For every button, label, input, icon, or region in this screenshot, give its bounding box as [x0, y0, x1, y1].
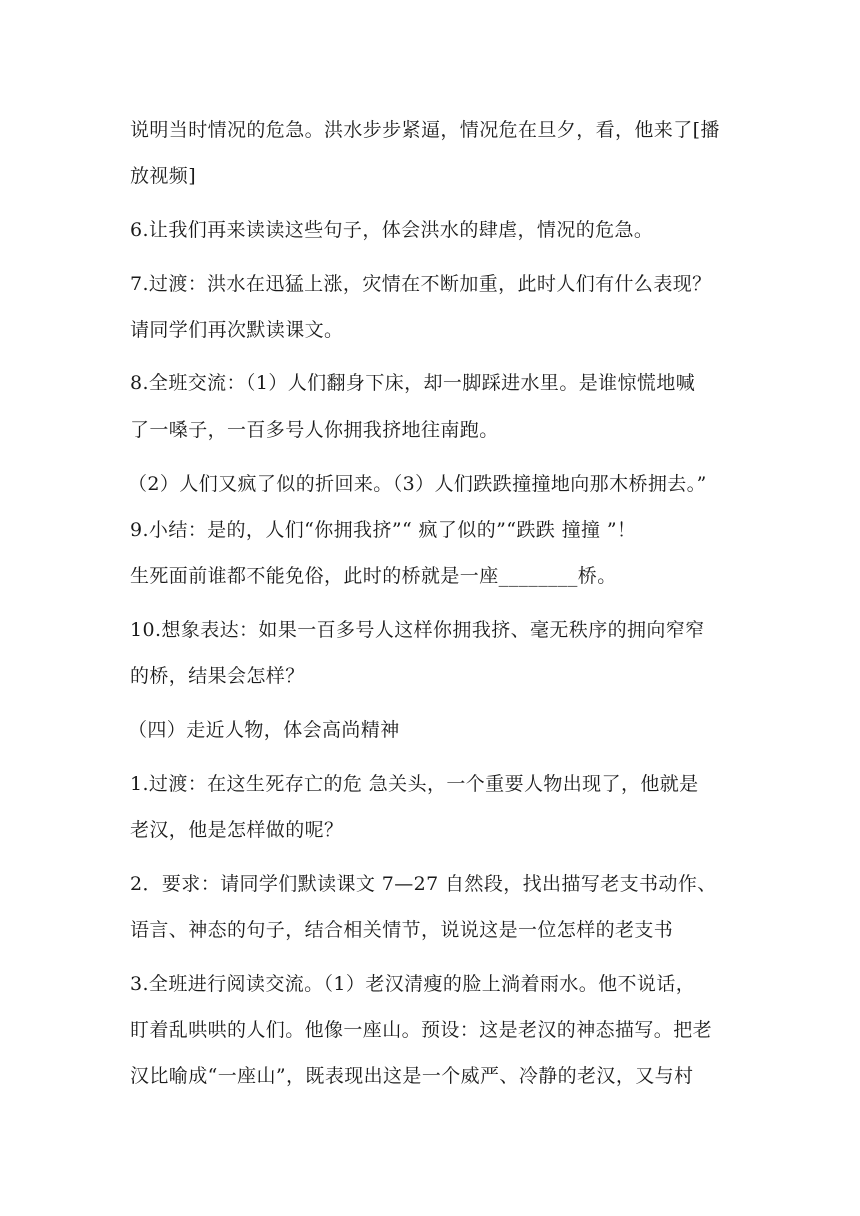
text-line: 8.全班交流：（1）人们翻身下床，却一脚踩进水里。是谁惊慌地喊 — [130, 372, 696, 394]
text-line: 放视频] — [130, 165, 197, 187]
text-line: 了一嗓子，一百多号人你拥我挤地往南跑。 — [130, 419, 499, 441]
text-line: 说明当时情况的危急。洪水步步紧逼，情况危在旦夕，看，他来了[播 — [130, 119, 720, 141]
text-line: 盯着乱哄哄的人们。他像一座山。预设：这是老汉的神态描写。把老 — [130, 1019, 713, 1041]
text-line: （2）人们又疯了似的折回来。（3）人们跌跌撞撞地向那木桥拥去。” — [128, 473, 707, 495]
text-line: 老汉，他是怎样做的呢？ — [130, 819, 344, 841]
text-line: 的桥，结果会怎样？ — [130, 665, 305, 687]
text-line: 9.小结：是的，人们“你拥我挤”“ 疯了似的”“跌跌 撞撞 ”！ — [130, 519, 637, 541]
text-line: 10.想象表达：如果一百多号人这样你拥我挤、毫无秩序的拥向窄窄 — [130, 619, 705, 641]
text-line: 语言、神态的句子，结合相关情节，说说这是一位怎样的老支书 — [130, 919, 674, 941]
section-heading: （四）走近人物，体会高尚精神 — [128, 719, 400, 741]
text-line: 请同学们再次默读课文。 — [130, 319, 344, 341]
text-line: 汉比喻成“一座山”，既表现出这是一个威严、冷静的老汉，又与村 — [130, 1065, 694, 1087]
text-line: 2．要求：请同学们默读课文 7—27 自然段，找出描写老支书动作、 — [130, 873, 717, 895]
text-line: 7.过渡：洪水在迅猛上涨，灾情在不断加重，此时人们有什么表现？ — [130, 273, 712, 295]
text-line: 6.让我们再来读读这些句子，体会洪水的肆虐，情况的危急。 — [130, 219, 654, 241]
text-line: 3.全班进行阅读交流。（1）老汉清瘦的脸上淌着雨水。他不说话， — [130, 973, 696, 995]
text-line: 生死面前谁都不能免俗，此时的桥就是一座________桥。 — [130, 565, 617, 587]
text-line: 1.过渡：在这生死存亡的危 急关头，一个重要人物出现了，他就是 — [130, 773, 699, 795]
